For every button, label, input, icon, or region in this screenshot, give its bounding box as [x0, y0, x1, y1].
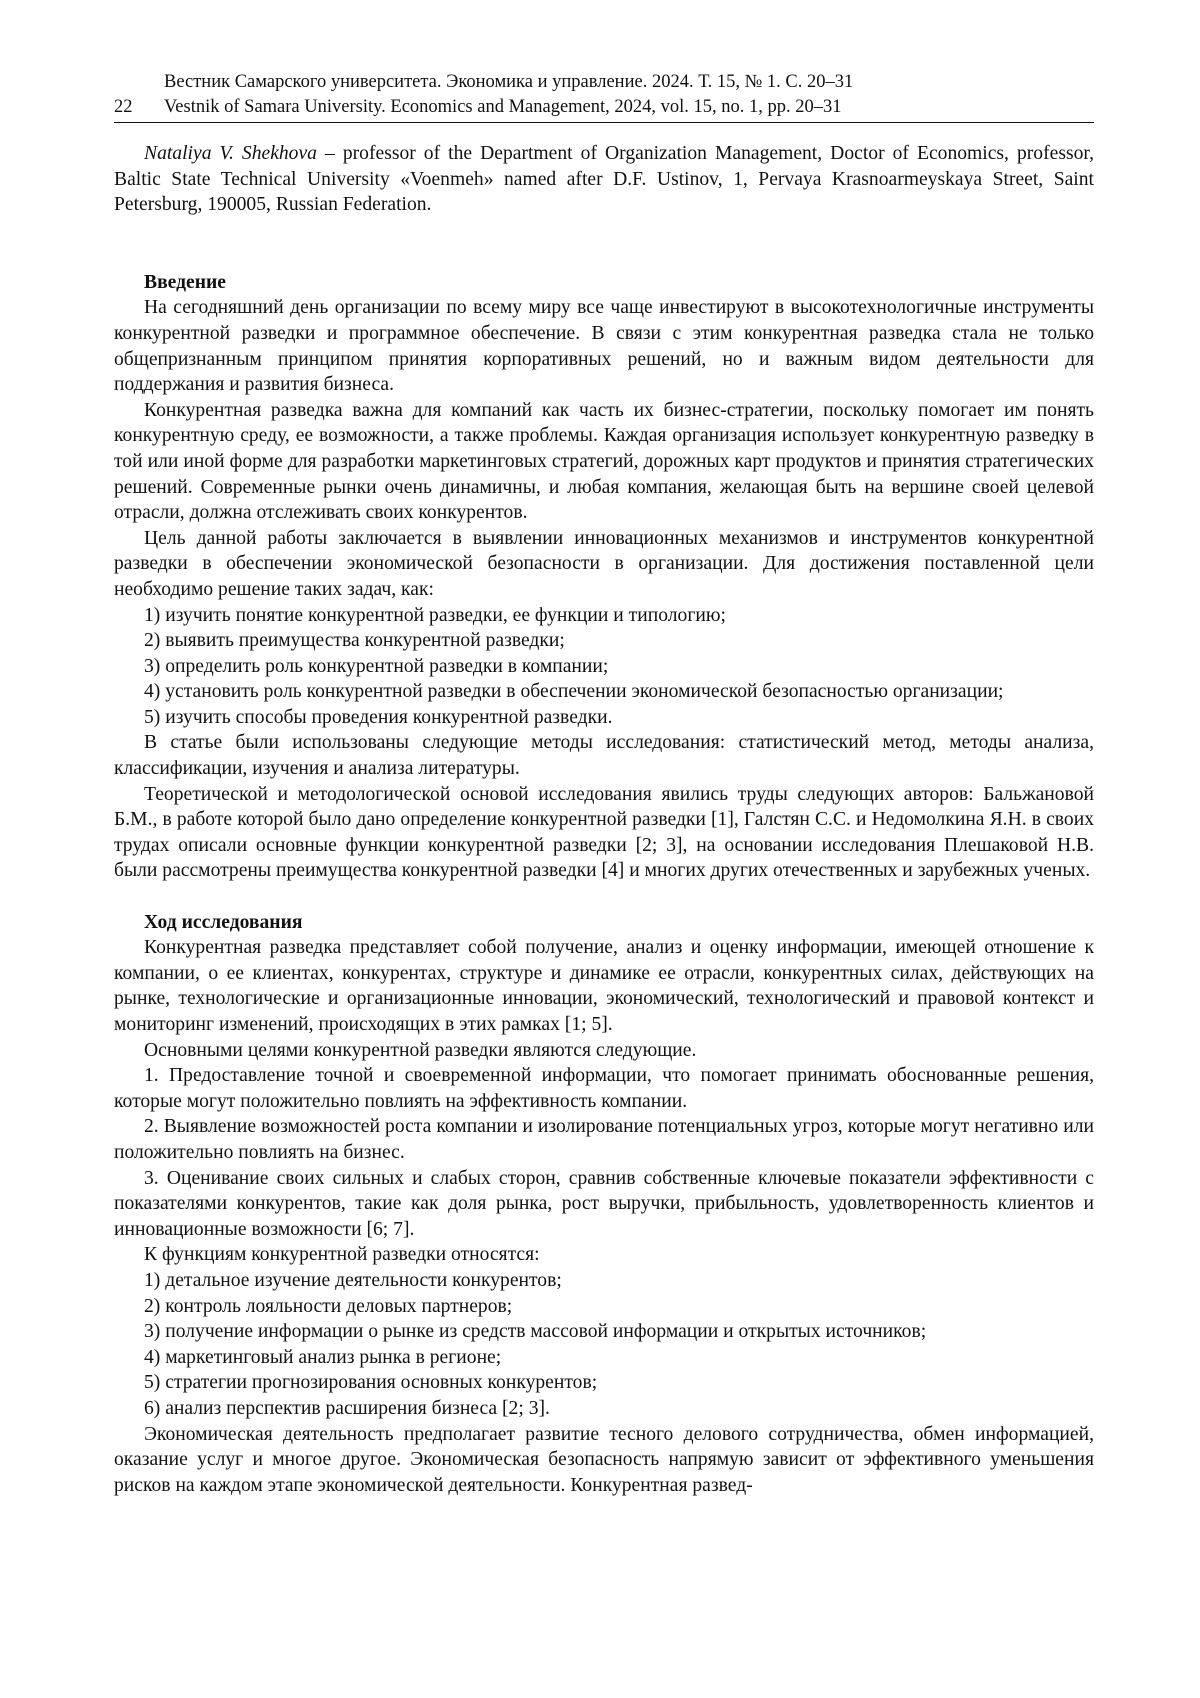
article-body: [114, 141, 1094, 1498]
list-item: 3) получение информации о рынке из средств массовой информации и открытых источников;: [144, 1321, 927, 1343]
paragraph: В статье были использованы следующие методы исследования: статистический метод, методы анализа, классификации, изучения и анализа литературы.: [114, 732, 1094, 780]
list-item: 1) детальное изучение деятельности конкурентов;: [144, 1269, 562, 1291]
list-item: 1. Предоставление точной и своевременной информации, что помогает принимать обоснованные решения, которые могут положительно повлиять на эффективность компании.: [114, 1065, 1094, 1112]
paragraph: Основными целями конкурентной разведки являются следующие.: [144, 1039, 697, 1061]
header-divider: [114, 122, 1094, 123]
list-item: 5) изучить способы проведения конкурентной разведки.: [144, 706, 613, 728]
list-item: 6) анализ перспектив расширения бизнеса [2; 3].: [144, 1397, 550, 1419]
list-item: 2) выявить преимущества конкурентной разведки;: [144, 630, 565, 652]
page-number: 22: [114, 97, 133, 117]
paragraph: Экономическая деятельность предполагает развитие тесного делового сотрудничества, обмен информацией, оказание услуг и многое другое. Экономическая безопасность напрямую зависит от эффективного уменьшения рисков на каждом этапе экономической деятельности. Конкурентная развед-: [114, 1423, 1094, 1496]
section-title-intro: Введение: [144, 271, 226, 293]
paragraph: На сегодняшний день организации по всему миру все чаще инвестируют в высокотехнологичные инструменты конкурентной разведки и программное обеспечение. В связи с этим конкурентная разведка стала не только общепризнанным принципом принятия корпоративных решений, но и важным видом деятельности для поддержания и развития бизнеса.: [114, 297, 1094, 396]
list-item: 3. Оценивание своих сильных и слабых сторон, сравнив собственные ключевые показатели эффективности с показателями конкурентов, такие как доля рынка, рост выручки, прибыльность, удовлетворенность клиентов и инновационные возможности [6; 7].: [114, 1167, 1094, 1240]
paragraph: Теоретической и методологической основой исследования явились труды следующих авторов: Бальжановой Б.М., в работе которой было дано определение конкурентной разведки [1], Галстян С.С. и Недомолкина Я.Н. в своих трудах описали основные функции конкурентной разведки [2; 3], на основании исследования Плешаковой Н.В. были рассмотрены преимущества конкурентной разведки [4] и многих других отечественных и зарубежных ученых.: [114, 783, 1094, 882]
list-item: 3) определить роль конкурентной разведки в компании;: [144, 655, 609, 677]
journal-title-en: Vestnik of Samara University. Economics and Management, 2024, vol. 15, no. 1, pp. 20–31: [164, 97, 842, 117]
list-item: 5) стратегии прогнозирования основных конкурентов;: [144, 1372, 598, 1394]
list-item: 2. Выявление возможностей роста компании и изолирование потенциальных угроз, которые могут негативно или положительно повлиять на бизнес.: [114, 1116, 1094, 1163]
header-line-en: [114, 95, 1094, 120]
list-item: 4) маркетинговый анализ рынка в регионе;: [144, 1346, 502, 1368]
author-name: Nataliya V. Shekhova: [144, 143, 317, 164]
author-note: [114, 141, 1094, 218]
section-gap: [114, 884, 1094, 910]
paragraph: Конкурентная разведка представляет собой получение, анализ и оценку информации, имеющей отношение к компании, о ее клиентах, конкурентах, структуре и динамике ее отрасли, конкурентных силах, действующих на рынке, технологические и организационные инновации, экономический, технологический и правовой контекст и мониторинг изменений, происходящих в этих рамках [1; 5].: [114, 937, 1094, 1035]
section-title-research: Ход исследования: [144, 911, 303, 933]
paragraph: К функциям конкурентной разведки относятся:: [144, 1244, 540, 1266]
author-affiliation: – professor of the Department of Organization Management, Doctor of Economics, professor, Baltic State Technical University «Voenmeh» named after D.F. Ustinov, 1, Pervaya Krasnoarmeyskaya Street, Saint Petersburg, 190005, Russian Federation.: [114, 143, 1095, 216]
list-item: 4) установить роль конкурентной разведки в обеспечении экономической безопасностью организации;: [144, 681, 1004, 703]
journal-title-ru: Вестник Самарского университета. Экономика и управление. 2024. Т. 15, № 1. С. 20–31: [164, 72, 854, 92]
list-item: 1) изучить понятие конкурентной разведки, ее функции и типологию;: [144, 604, 726, 626]
list-item: 2) контроль лояльности деловых партнеров;: [144, 1295, 513, 1317]
paragraph: Цель данной работы заключается в выявлении инновационных механизмов и инструментов конкурентной разведки в обеспечении экономической безопасности в организации. Для достижения поставленной цели необходимо решение таких задач, как:: [114, 527, 1094, 600]
running-header: [114, 70, 1094, 120]
paragraph: Конкурентная разведка важна для компаний как часть их бизнес-стратегии, поскольку помогает им понять конкурентную среду, ее возможности, а также проблемы. Каждая организация использует конкурентную разведку в той или иной форме для разработки маркетинговых стратегий, дорожных карт продуктов и принятия стратегических решений. Современные рынки очень динамичны, и любая компания, желающая быть на вершине своей целевой отрасли, должна отслеживать своих конкурентов.: [114, 399, 1094, 524]
